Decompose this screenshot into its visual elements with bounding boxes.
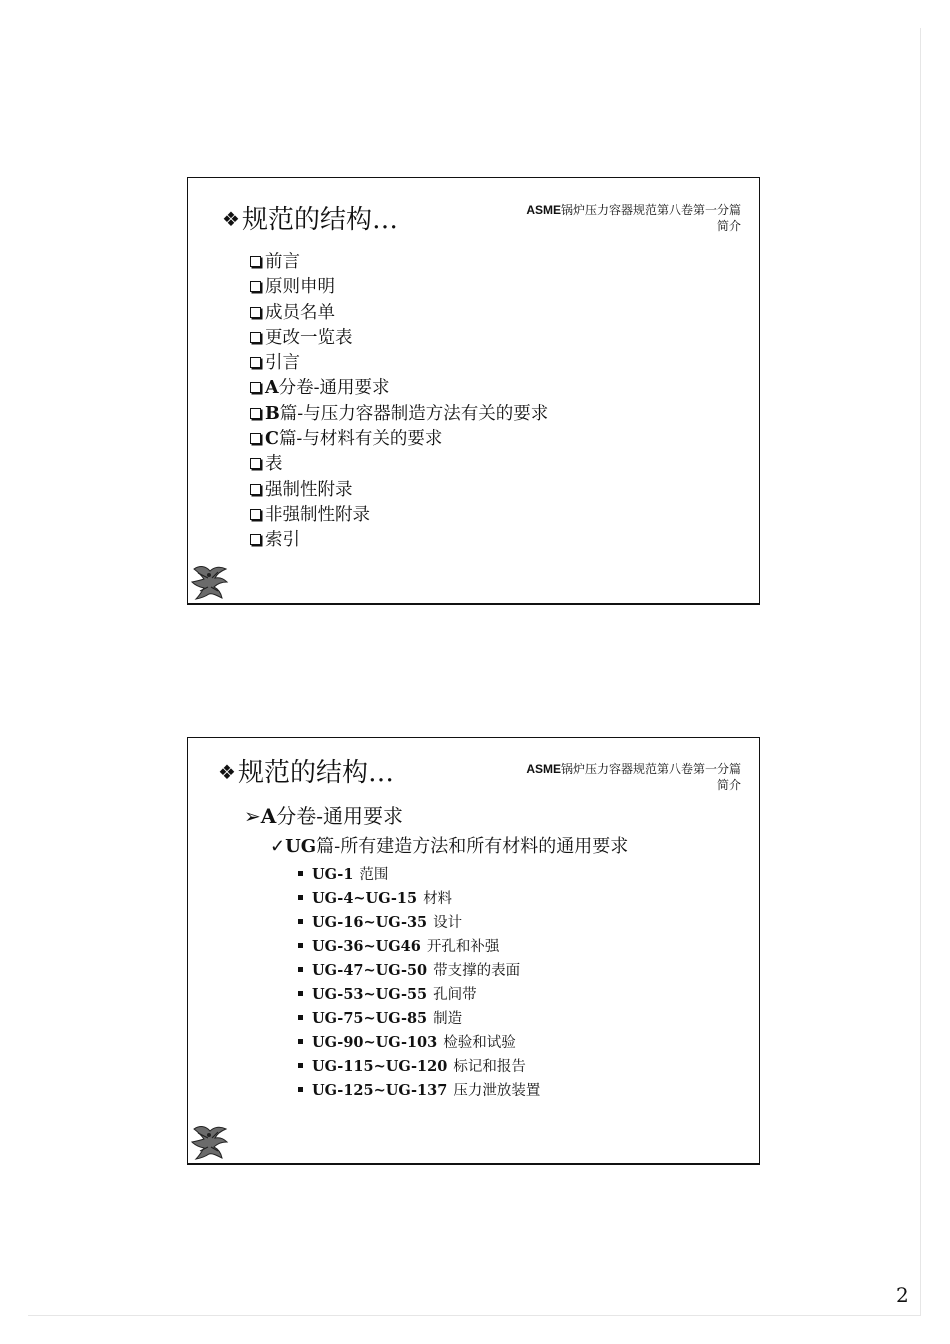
list-item: 非强制性附录 <box>250 503 548 528</box>
slide-2 <box>187 737 760 1165</box>
checkbox-bullet-icon <box>250 382 261 393</box>
square-bullet-icon <box>298 967 303 972</box>
list-item: C篇-与材料有关的要求 <box>250 427 548 452</box>
square-bullet-icon <box>298 871 303 876</box>
list-item: UG-90~UG-103 检验和试验 <box>298 1031 540 1055</box>
list-item: UG-125~UG-137 压力泄放装置 <box>298 1079 540 1103</box>
four-diamond-bullet-icon: ❖ <box>222 207 240 231</box>
list-item: UG-75~UG-85 制造 <box>298 1007 540 1031</box>
list-item: 原则申明 <box>250 275 548 300</box>
header-line1: 锅炉压力容器规范第八卷第一分篇 <box>560 762 741 776</box>
checkbox-bullet-icon <box>250 332 261 343</box>
page-number: 2 <box>896 1283 909 1307</box>
list-item: A分卷-通用要求 <box>250 376 548 401</box>
square-bullet-icon <box>298 919 303 924</box>
list-item: 引言 <box>250 351 548 376</box>
list-item: UG-1 范围 <box>298 863 540 887</box>
checkbox-bullet-icon <box>250 307 261 318</box>
list-item: 前言 <box>250 250 548 275</box>
list-item: UG-16~UG-35 设计 <box>298 911 540 935</box>
eagle-logo-icon <box>188 1123 232 1163</box>
square-bullet-icon <box>298 1087 303 1092</box>
slide-1 <box>187 177 760 605</box>
list-item: B篇-与压力容器制造方法有关的要求 <box>250 402 548 427</box>
square-bullet-icon <box>298 895 303 900</box>
list-item: 索引 <box>250 528 548 553</box>
list-item: UG-47~UG-50 带支撑的表面 <box>298 959 540 983</box>
checkbox-bullet-icon <box>250 281 261 292</box>
square-bullet-icon <box>298 943 303 948</box>
header-line2: 简介 <box>716 219 741 233</box>
list-item: 强制性附录 <box>250 478 548 503</box>
arrow-bullet-icon: ➢ <box>244 804 261 828</box>
header-note <box>501 761 741 793</box>
checkbox-bullet-icon <box>250 357 261 368</box>
checkbox-bullet-icon <box>250 458 261 469</box>
square-bullet-icon <box>298 1063 303 1068</box>
slide-title: ❖规范的结构… <box>222 205 398 235</box>
checkbox-bullet-icon <box>250 484 261 495</box>
header-line2: 简介 <box>716 778 741 792</box>
list-item: UG-53~UG-55 孔间带 <box>298 983 540 1007</box>
list-item: UG-4~UG-15 材料 <box>298 887 540 911</box>
square-bullet-icon <box>298 991 303 996</box>
check-bullet-icon: ✓ <box>270 836 286 857</box>
list-item: UG-115~UG-120 标记和报告 <box>298 1055 540 1079</box>
page-edge-bottom <box>28 1315 921 1316</box>
list-item: 更改一览表 <box>250 326 548 351</box>
header-note <box>501 202 741 234</box>
sub-heading: ➢A分卷-通用要求 <box>244 804 404 828</box>
checkbox-bullet-icon <box>250 509 261 520</box>
square-bullet-icon <box>298 1039 303 1044</box>
slide-title: ❖规范的结构… <box>218 758 394 788</box>
checkbox-bullet-icon <box>250 534 261 545</box>
checkbox-bullet-icon <box>250 433 261 444</box>
list-item: UG-36~UG46 开孔和补强 <box>298 935 540 959</box>
sub-sub-heading: ✓UG篇-所有建造方法和所有材料的通用要求 <box>270 836 629 857</box>
header-line1: 锅炉压力容器规范第八卷第一分篇 <box>560 203 741 217</box>
list-item: 成员名单 <box>250 301 548 326</box>
four-diamond-bullet-icon: ❖ <box>218 760 236 784</box>
header-brand: ASME <box>526 762 561 776</box>
square-bullet-icon <box>298 1015 303 1020</box>
checkbox-bullet-icon <box>250 256 261 267</box>
list-item: 表 <box>250 452 548 477</box>
checkbox-bullet-icon <box>250 408 261 419</box>
ug-list <box>298 863 540 1103</box>
page-edge-right <box>920 28 921 1316</box>
structure-list <box>250 250 548 554</box>
header-brand: ASME <box>526 203 561 217</box>
eagle-logo-icon <box>188 563 232 603</box>
